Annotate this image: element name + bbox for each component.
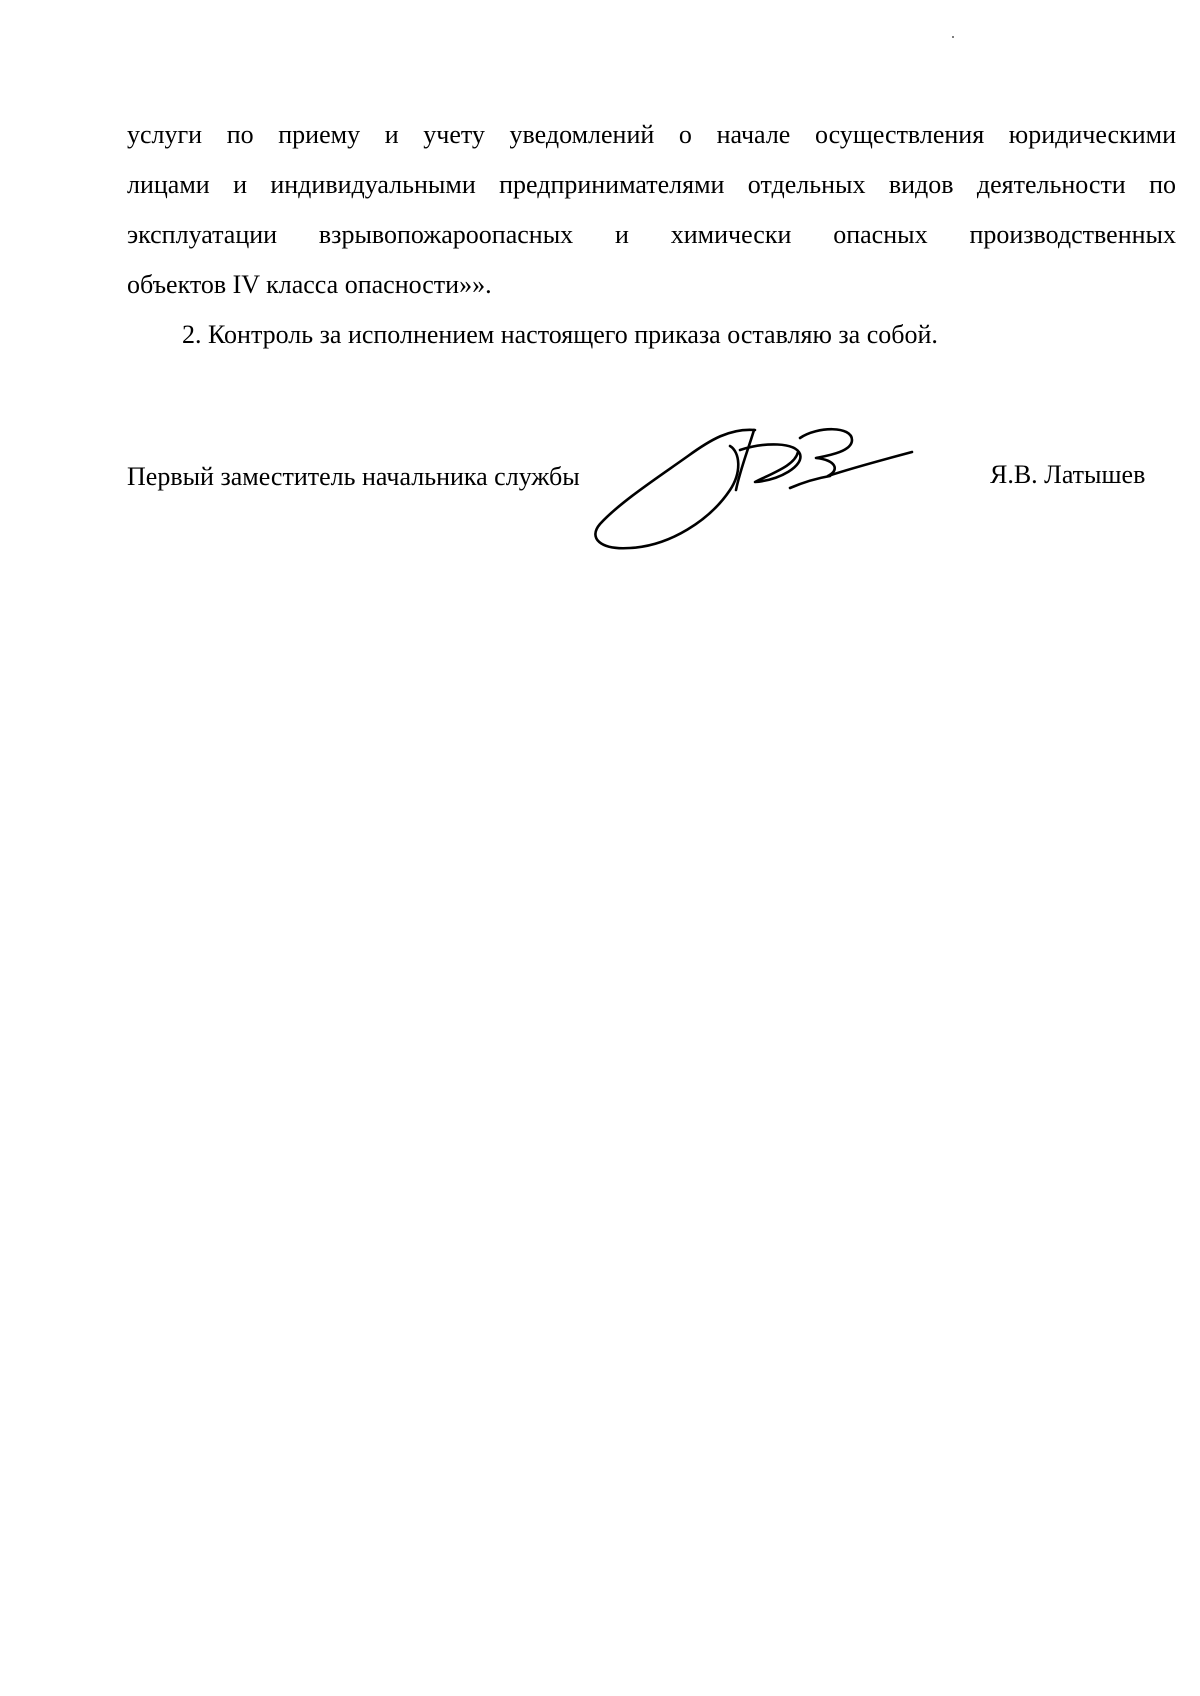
signatory-name: Я.В. Латышев bbox=[990, 460, 1146, 489]
paragraph-line: лицами и индивидуальными предпринимателями отдельных видов деятельности по bbox=[127, 170, 1176, 199]
signatory-title: Первый заместитель начальника службы bbox=[127, 462, 580, 491]
handwritten-signature-icon bbox=[590, 420, 920, 555]
paragraph-line: услуги по приему и учету уведомлений о начале осуществления юридическими bbox=[127, 120, 1176, 149]
scan-speck bbox=[952, 36, 954, 38]
paragraph-line: объектов IV класса опасности»». bbox=[127, 270, 492, 299]
paragraph-line: эксплуатации взрывопожароопасных и химически опасных производственных bbox=[127, 220, 1176, 249]
numbered-item-2: 2. Контроль за исполнением настоящего приказа оставляю за собой. bbox=[182, 320, 938, 349]
